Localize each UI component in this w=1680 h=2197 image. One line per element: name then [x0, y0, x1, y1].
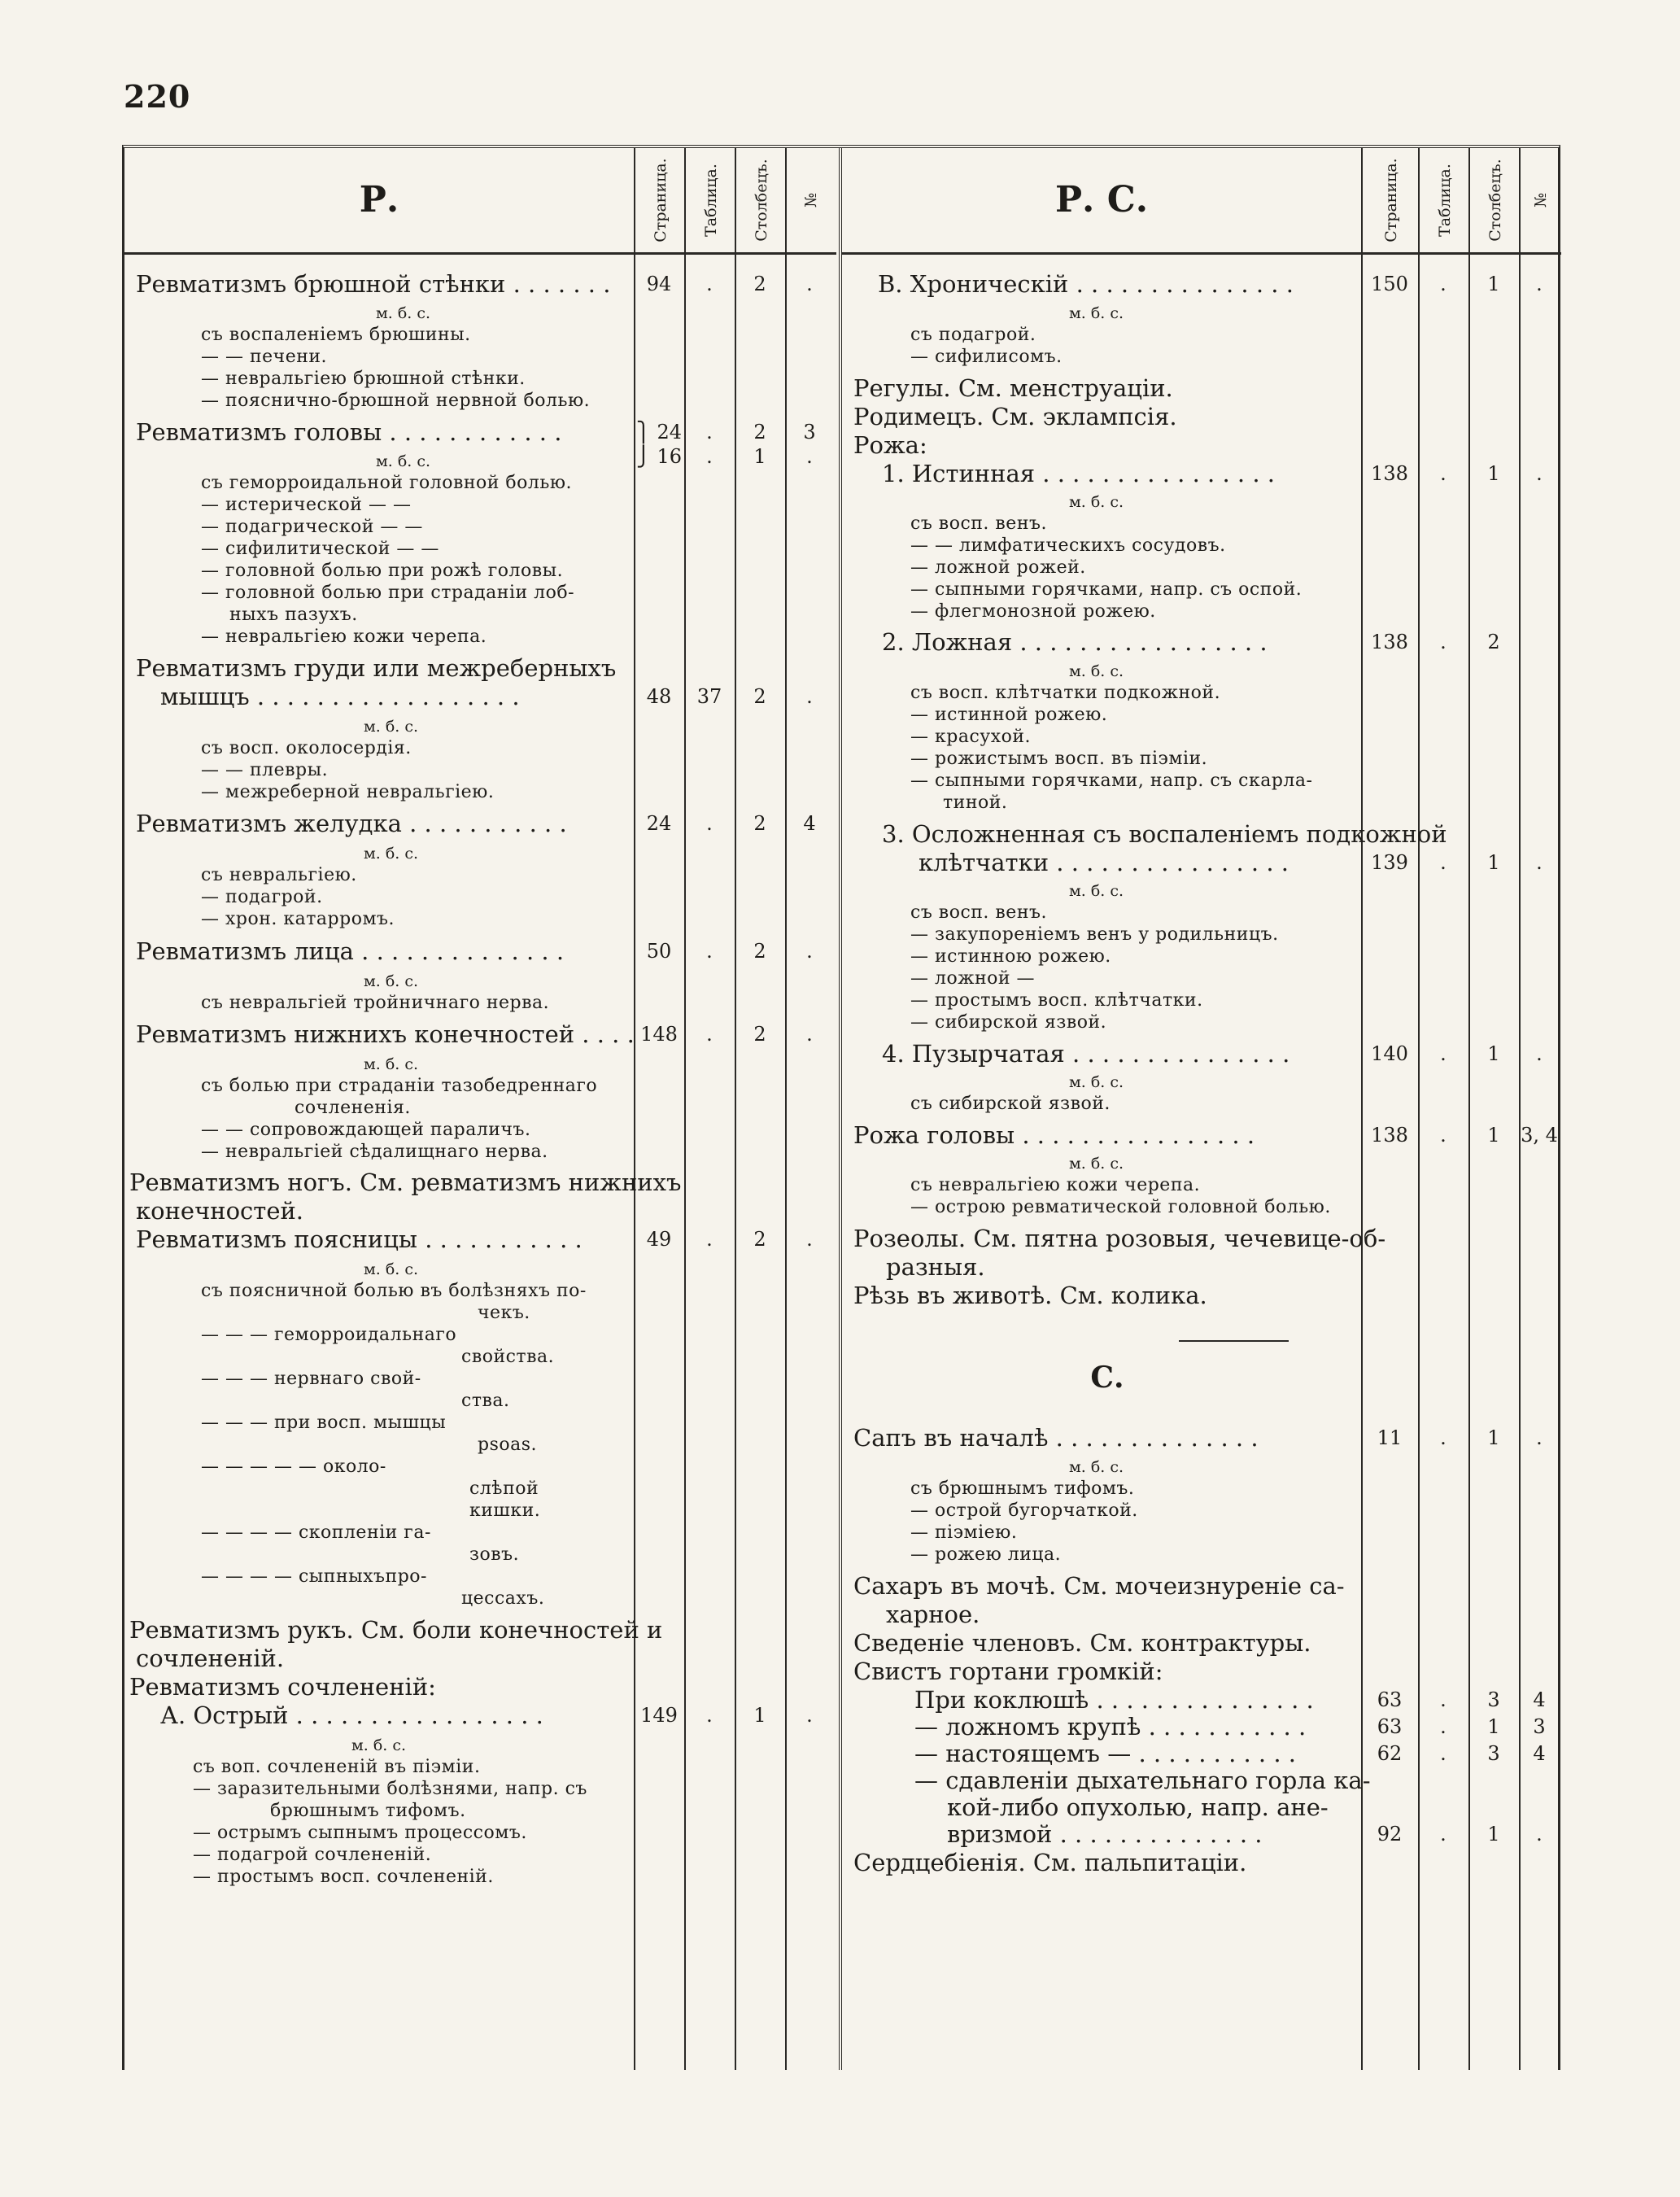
entry-abbrev: м. б. с.	[1069, 304, 1124, 322]
entry-subitem: ства.	[461, 1391, 510, 1411]
index-table	[122, 145, 1560, 2070]
column-ref: 2	[753, 940, 766, 963]
entry-abbrev: м. б. с.	[1069, 882, 1124, 900]
entry-subitem: — — сопровождающей параличъ.	[201, 1120, 531, 1140]
entry-term: клѣтчатки . . . . . . . . . . . . . . . .	[919, 849, 1289, 876]
number-ref: .	[1536, 1823, 1543, 1845]
column-ref: 1	[1487, 462, 1500, 485]
entry-subitem: съ геморроидальной головной болью.	[201, 473, 573, 493]
entry-term: 3. Осложненная съ воспаленіемъ подкожной	[882, 820, 1447, 848]
page-ref: 148	[640, 1023, 678, 1046]
column-ref: 1	[1487, 273, 1500, 295]
number-ref: .	[806, 445, 813, 468]
number-ref: 3, 4	[1521, 1124, 1558, 1147]
column-ref: 3	[1487, 1688, 1500, 1711]
column-ref: 2	[753, 812, 766, 835]
column-ref: 2	[753, 1023, 766, 1046]
table-ref: .	[706, 812, 713, 835]
entry-subitem: съ болью при страданіи тазобедреннаго	[201, 1076, 598, 1096]
entry-subitem: — флегмонозной рожею.	[910, 601, 1156, 622]
entry-subitem: — головной болью при рожѣ головы.	[201, 561, 564, 581]
entry-subitem: — подагрой.	[201, 887, 323, 907]
column-ref: 1	[1487, 1823, 1500, 1845]
entry-subitem: — острой бугорчаткой.	[910, 1500, 1138, 1521]
column-ref: 1	[753, 1704, 766, 1727]
table-ref: .	[706, 1228, 713, 1251]
entry-term: Ревматизмъ головы . . . . . . . . . . . .	[136, 418, 562, 446]
entry-term: — сдавленіи дыхательнаго горла ка-	[914, 1767, 1371, 1794]
entry-abbrev: м. б. с.	[1069, 662, 1124, 680]
header-table: Таблица.	[1418, 148, 1470, 252]
entry-subitem: зовъ.	[469, 1544, 520, 1565]
page-ref: 11	[1377, 1426, 1403, 1449]
column-ref: 2	[753, 685, 766, 708]
page-ref: 48	[646, 685, 672, 708]
entry-subitem: — истерической — —	[201, 495, 412, 515]
entry-term: Ревматизмъ лица . . . . . . . . . . . . . .	[136, 937, 565, 965]
entry-subitem: — подагрой сочлененій.	[193, 1845, 432, 1865]
table-ref: .	[706, 940, 713, 963]
number-ref: .	[806, 1228, 813, 1251]
table-ref: 37	[696, 685, 722, 708]
page-ref: 24	[646, 812, 672, 835]
entry-term: Регулы. См. менструаціи.	[853, 374, 1173, 402]
entry-subitem: — сыпными горячками, напр. съ оспой.	[910, 579, 1303, 600]
entry-term: Ревматизмъ груди или межреберныхъ	[136, 654, 617, 682]
number-ref: .	[1536, 273, 1543, 295]
entry-term: Свистъ гортани громкій:	[853, 1658, 1163, 1685]
entry-term: вризмой . . . . . . . . . . . . . .	[947, 1820, 1263, 1848]
header-column: Столбецъ.	[1468, 148, 1521, 252]
entry-subitem: съ восп. околосердія.	[201, 738, 412, 758]
entry-subitem: съ поясничной болью въ болѣзняхъ по-	[201, 1281, 587, 1301]
entry-term: сочлененій.	[136, 1644, 285, 1672]
entry-subitem: тиной.	[943, 793, 1008, 813]
number-ref: .	[806, 1704, 813, 1727]
entry-abbrev: м. б. с.	[376, 304, 431, 322]
column-ref: 2	[753, 421, 766, 443]
entry-term: В. Хроническій . . . . . . . . . . . . . . .	[878, 270, 1294, 298]
column-ref: 3	[1487, 1742, 1500, 1765]
left-header	[124, 148, 836, 255]
column-ref: 1	[1487, 851, 1500, 874]
entry-term: А. Острый . . . . . . . . . . . . . . . . .	[160, 1701, 543, 1729]
entry-subitem: — невральгіею брюшной стѣнки.	[201, 369, 526, 389]
entry-subitem: — межреберной невральгіею.	[201, 782, 495, 802]
column-ref: 1	[1487, 1426, 1500, 1449]
entry-subitem: — сифилисомъ.	[910, 347, 1063, 367]
header-page: Страница.	[634, 148, 686, 252]
page-ref: 62	[1377, 1742, 1403, 1765]
header-page: Страница.	[1361, 148, 1420, 252]
entry-subitem: — — плевры.	[201, 760, 329, 780]
entry-abbrev: м. б. с.	[1069, 1155, 1124, 1173]
entry-subitem: — подагрической — —	[201, 517, 423, 537]
entry-term: Ревматизмъ поясницы . . . . . . . . . . .	[136, 1225, 583, 1253]
entry-subitem: кишки.	[469, 1500, 541, 1521]
entry-subitem: psoas.	[478, 1435, 538, 1455]
entry-term: Ревматизмъ рукъ. См. боли конечностей и	[129, 1616, 663, 1644]
entry-subitem: — — — — сыпныхъпро-	[201, 1566, 427, 1587]
entry-subitem: съ брюшнымъ тифомъ.	[910, 1478, 1135, 1499]
header-number: №	[785, 148, 836, 252]
left-section-letter: Р.	[359, 179, 399, 221]
page-ref: 63	[1377, 1715, 1403, 1738]
section-divider	[1179, 1340, 1289, 1342]
entry-subitem: слѣпой	[469, 1478, 539, 1499]
column-ref: 1	[1487, 1715, 1500, 1738]
entry-term: Ревматизмъ ногъ. См. ревматизмъ нижнихъ	[129, 1168, 682, 1196]
page-ref: 63	[1377, 1688, 1403, 1711]
entry-term: Ревматизмъ брюшной стѣнки . . . . . . .	[136, 270, 611, 298]
entry-subitem: — рожею лица.	[910, 1544, 1062, 1565]
page-ref: 138	[1371, 462, 1408, 485]
entry-term: Рожа головы . . . . . . . . . . . . . . . .	[853, 1121, 1255, 1149]
column-ref: 2	[1487, 631, 1500, 653]
page-ref: 149	[640, 1704, 678, 1727]
entry-subitem: — невральгіей сѣдалищнаго нерва.	[201, 1142, 548, 1162]
entry-term: Сахаръ въ мочѣ. См. мочеизнуреніе са-	[853, 1572, 1345, 1600]
entry-subitem: съ невральгіей тройничнаго нерва.	[201, 993, 550, 1013]
entry-subitem: съ воспаленіемъ брюшины.	[201, 325, 471, 345]
number-ref: 3	[803, 421, 816, 443]
entry-abbrev: м. б. с.	[1069, 1073, 1124, 1091]
header-number: №	[1519, 148, 1561, 252]
number-ref: .	[1536, 851, 1543, 874]
entry-abbrev: м. б. с.	[376, 452, 431, 470]
entry-subitem: — острою ревматической головной болью.	[910, 1197, 1331, 1217]
entry-abbrev: м. б. с.	[364, 972, 419, 990]
entry-abbrev: м. б. с.	[1069, 493, 1124, 511]
table-ref: .	[706, 421, 713, 443]
table-ref: .	[706, 1023, 713, 1046]
entry-term: Ревматизмъ сочлененій:	[129, 1673, 436, 1701]
section-letter-c: С.	[1090, 1361, 1124, 1395]
entry-subitem: съ невральгіею.	[201, 865, 357, 885]
entry-subitem: — ложной рожей.	[910, 557, 1086, 578]
entry-term: харное.	[886, 1601, 980, 1628]
entry-subitem: — — — нервнаго свой-	[201, 1369, 421, 1389]
entry-term: разныя.	[886, 1253, 985, 1281]
entry-subitem: съ подагрой.	[910, 325, 1036, 345]
entry-term: Розеолы. См. пятна розовыя, чечевице-об-	[853, 1225, 1386, 1252]
entry-term: Рѣзь въ животѣ. См. колика.	[853, 1282, 1207, 1309]
entry-abbrev: м. б. с.	[351, 1736, 407, 1754]
number-ref: .	[1536, 462, 1543, 485]
entry-subitem: — — — геморроидальнаго	[201, 1325, 457, 1345]
entry-subitem: — истинной рожею.	[910, 705, 1108, 725]
entry-subitem: свойства.	[461, 1347, 555, 1367]
left-column	[124, 148, 836, 2070]
table-ref: .	[706, 1704, 713, 1727]
table-ref: .	[1440, 1742, 1447, 1765]
entry-subitem: — ложной —	[910, 968, 1036, 989]
entry-term: Сердцебіенія. См. пальпитаціи.	[853, 1849, 1247, 1876]
entry-abbrev: м. б. с.	[364, 718, 419, 736]
number-ref: .	[806, 685, 813, 708]
table-ref: .	[1440, 1426, 1447, 1449]
entry-subitem: — сыпными горячками, напр. съ скарла-	[910, 771, 1313, 791]
entry-subitem: — истинною рожею.	[910, 946, 1111, 967]
entry-term: Ревматизмъ нижнихъ конечностей . . . .	[136, 1020, 635, 1048]
page-number: 220	[124, 78, 191, 115]
entry-term: При коклюшѣ . . . . . . . . . . . . . . .	[914, 1686, 1314, 1714]
entry-subitem: — — — при восп. мышцы	[201, 1413, 447, 1433]
page-ref: 49	[646, 1228, 672, 1251]
entry-subitem: — сифилитической — —	[201, 539, 439, 559]
entry-term: — настоящемъ — . . . . . . . . . . .	[914, 1740, 1297, 1767]
table-ref: .	[706, 445, 713, 468]
page-ref: 92	[1377, 1823, 1403, 1845]
header-table: Таблица.	[684, 148, 736, 252]
entry-subitem: съ восп. венъ.	[910, 513, 1047, 534]
table-ref: .	[1440, 273, 1447, 295]
column-ref: 1	[753, 445, 766, 468]
column-ref: 2	[753, 273, 766, 295]
page-ref: ⎭ 16	[635, 445, 683, 468]
right-column	[839, 148, 1561, 2070]
table-ref: .	[1440, 631, 1447, 653]
table-ref: .	[1440, 1688, 1447, 1711]
entry-subitem: — простымъ восп. сочлененій.	[193, 1867, 494, 1887]
entry-abbrev: м. б. с.	[364, 845, 419, 863]
header-column: Столбецъ.	[735, 148, 787, 252]
page-ref: 140	[1371, 1042, 1408, 1065]
entry-term: Ревматизмъ желудка . . . . . . . . . . .	[136, 810, 567, 837]
entry-subitem: ныхъ пазухъ.	[229, 605, 358, 625]
entry-subitem: — острымъ сыпнымъ процессомъ.	[193, 1823, 527, 1843]
entry-subitem: — піэміею.	[910, 1522, 1018, 1543]
entry-term: конечностей.	[136, 1197, 304, 1225]
entry-subitem: — хрон. катарромъ.	[201, 909, 395, 929]
number-ref: 4	[1533, 1688, 1546, 1711]
entry-abbrev: м. б. с.	[364, 1055, 419, 1073]
entry-term: Сапъ въ началѣ . . . . . . . . . . . . . .	[853, 1424, 1259, 1452]
entry-term: мышцъ . . . . . . . . . . . . . . . . . .	[160, 683, 520, 710]
entry-subitem: — красухой.	[910, 727, 1032, 747]
page-ref: 138	[1371, 1124, 1408, 1147]
entry-term: — ложномъ крупѣ . . . . . . . . . . .	[914, 1713, 1307, 1741]
entry-abbrev: м. б. с.	[364, 1260, 419, 1278]
page-ref: 150	[1371, 273, 1408, 295]
table-ref: .	[1440, 851, 1447, 874]
entry-subitem: — головной болью при страданіи лоб-	[201, 583, 575, 603]
entry-subitem: брюшнымъ тифомъ.	[270, 1801, 466, 1821]
right-section-letter: Р. С.	[1054, 179, 1149, 221]
entry-term: кой-либо опухолью, напр. ане-	[947, 1793, 1329, 1821]
page-ref: ⎫ 24	[635, 421, 683, 443]
entry-subitem: — сибирской язвой.	[910, 1012, 1107, 1033]
table-ref: .	[706, 273, 713, 295]
entry-term: Родимецъ. См. эклампсія.	[853, 403, 1177, 430]
entry-subitem: — поясничнo-брюшной нервной болью.	[201, 391, 591, 411]
number-ref: .	[806, 273, 813, 295]
entry-subitem: съ восп. венъ.	[910, 902, 1047, 923]
table-ref: .	[1440, 1823, 1447, 1845]
entry-term: Рожа:	[853, 431, 927, 459]
entry-subitem: съ сибирской язвой.	[910, 1094, 1111, 1114]
page-ref: 139	[1371, 851, 1408, 874]
entry-subitem: — заразительными болѣзнями, напр. съ	[193, 1779, 587, 1799]
column-ref: 1	[1487, 1042, 1500, 1065]
number-ref: 4	[1533, 1742, 1546, 1765]
number-ref: 3	[1533, 1715, 1546, 1738]
table-ref: .	[1440, 462, 1447, 485]
page-ref: 138	[1371, 631, 1408, 653]
number-ref: .	[806, 940, 813, 963]
entry-term: Сведеніе членовъ. См. контрактуры.	[853, 1629, 1311, 1657]
entry-term: 4. Пузырчатая . . . . . . . . . . . . . . .	[882, 1040, 1290, 1068]
entry-term: 1. Истинная . . . . . . . . . . . . . . . .	[882, 460, 1276, 487]
entry-subitem: сочлененія.	[295, 1098, 411, 1118]
number-ref: .	[1536, 1042, 1543, 1065]
entry-subitem: — рожистымъ восп. въ піэміи.	[910, 749, 1208, 769]
number-ref: 4	[803, 812, 816, 835]
entry-abbrev: м. б. с.	[1069, 1458, 1124, 1476]
right-header	[842, 148, 1561, 255]
entry-subitem: — — — — скопленіи га-	[201, 1522, 431, 1543]
page-ref: 94	[646, 273, 672, 295]
entry-subitem: — — печени.	[201, 347, 328, 367]
entry-subitem: — простымъ восп. клѣтчатки.	[910, 990, 1203, 1011]
page-ref: 50	[646, 940, 672, 963]
table-ref: .	[1440, 1715, 1447, 1738]
table-ref: .	[1440, 1124, 1447, 1147]
entry-subitem: — закупореніемъ венъ у родильницъ.	[910, 924, 1279, 945]
entry-subitem: — — лимфатическихъ сосудовъ.	[910, 535, 1226, 556]
entry-subitem: съ воп. сочлененій въ піэміи.	[193, 1757, 481, 1777]
entry-subitem: цессахъ.	[461, 1588, 545, 1609]
entry-subitem: съ невральгіею кожи черепа.	[910, 1175, 1201, 1195]
entry-subitem: съ восп. клѣтчатки подкожной.	[910, 683, 1221, 703]
entry-subitem: — невральгіею кожи черепа.	[201, 627, 487, 647]
column-ref: 1	[1487, 1124, 1500, 1147]
entry-subitem: чекъ.	[478, 1303, 530, 1323]
number-ref: .	[1536, 1426, 1543, 1449]
entry-term: 2. Ложная . . . . . . . . . . . . . . . . .	[882, 628, 1268, 656]
entry-subitem: — — — — — около-	[201, 1457, 386, 1477]
column-ref: 2	[753, 1228, 766, 1251]
number-ref: .	[806, 1023, 813, 1046]
table-ref: .	[1440, 1042, 1447, 1065]
